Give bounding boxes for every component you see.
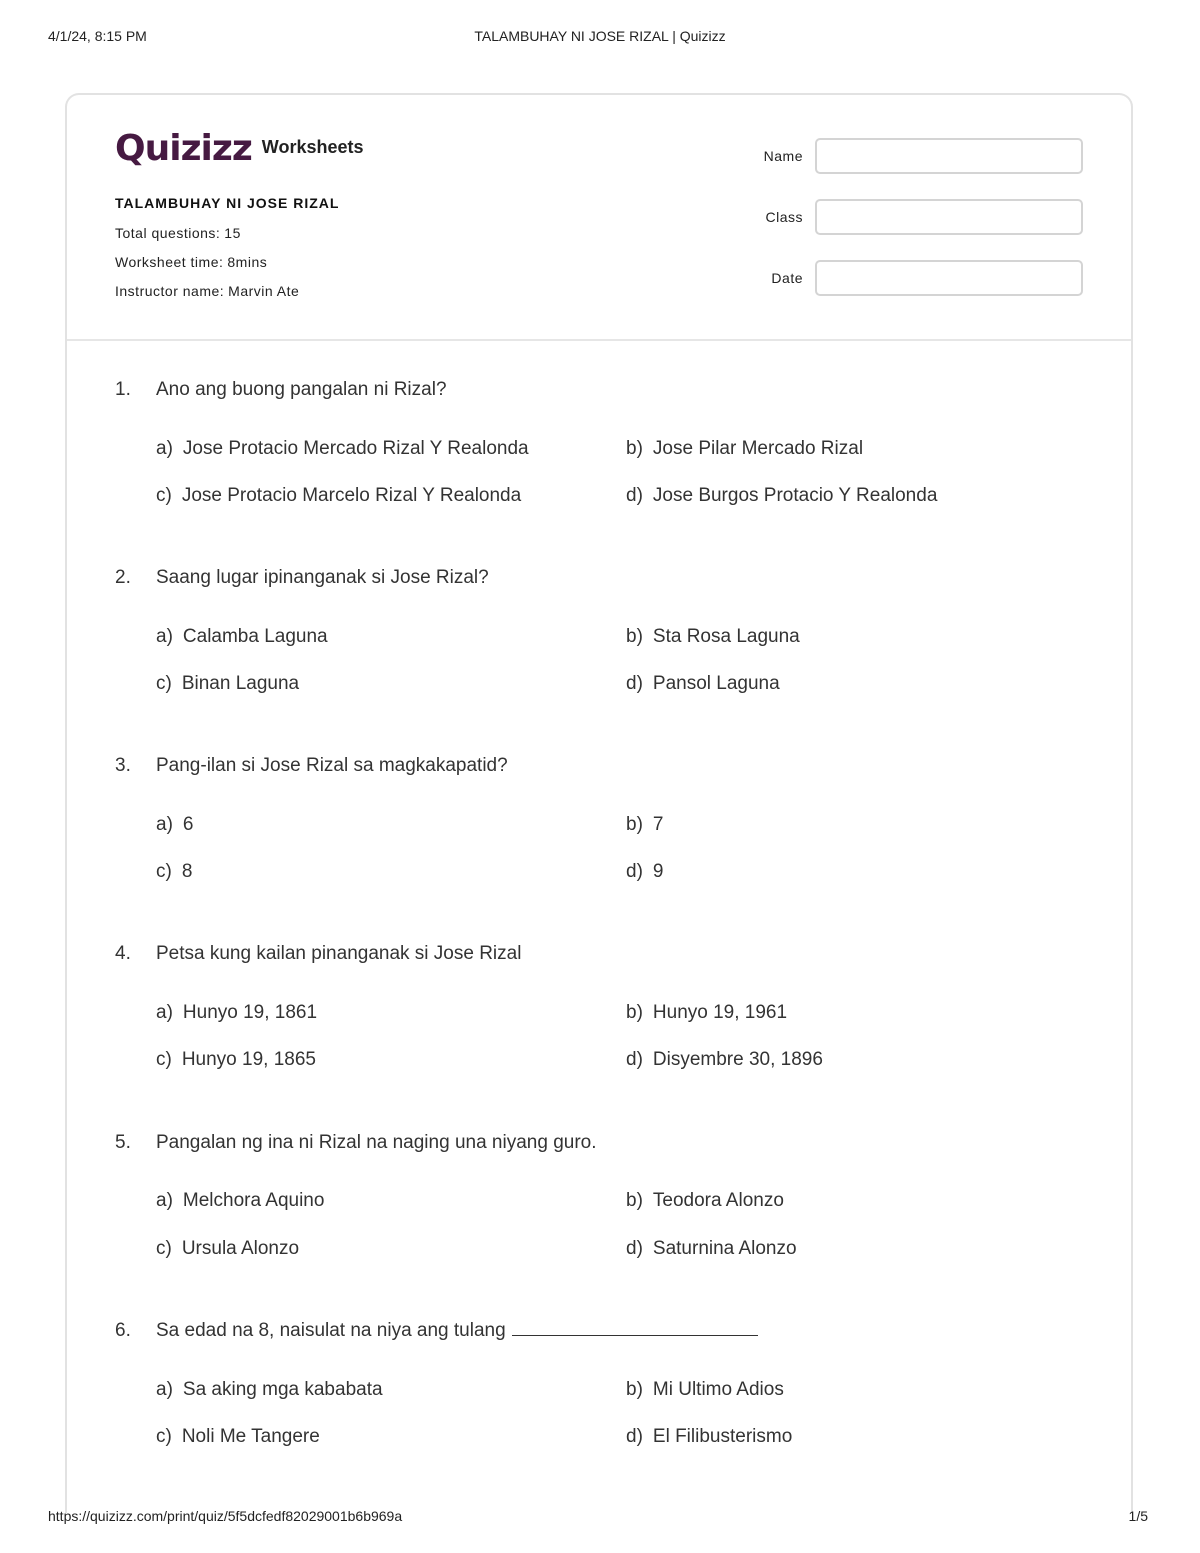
option-text: Pansol Laguna: [652, 673, 780, 694]
question-number: 2.: [115, 567, 131, 588]
name-field-row: [683, 138, 1083, 174]
name-label: Name: [763, 148, 803, 164]
option-text: Melchora Aquino: [182, 1190, 325, 1211]
option-b: b) Jose Pilar Mercado Rizal: [626, 438, 864, 459]
option-c: c) 8: [156, 861, 193, 882]
name-input[interactable]: [815, 138, 1083, 174]
print-url: https://quizizz.com/print/quiz/5f5dcfedf82029001b6b969a: [48, 1508, 403, 1524]
question-text: Ano ang buong pangalan ni Rizal?: [156, 379, 447, 400]
option-b: b) Teodora Alonzo: [626, 1190, 784, 1211]
option-text: Calamba Laguna: [182, 626, 328, 647]
worksheet-header: [67, 95, 1131, 341]
question-number: 5.: [115, 1132, 131, 1153]
option-text: 6: [182, 814, 194, 835]
option-text: Binan Laguna: [181, 673, 300, 694]
option-a: a) Hunyo 19, 1861: [156, 1002, 318, 1023]
brand-subtitle: Worksheets: [261, 137, 364, 157]
option-text: Sa aking mga kababata: [182, 1379, 383, 1400]
date-input[interactable]: [815, 260, 1083, 296]
total-questions-label: Total questions:: [115, 225, 221, 241]
option-a: a) Calamba Laguna: [156, 626, 328, 647]
option-text: Hunyo 19, 1861: [182, 1002, 318, 1023]
print-datetime: 4/1/24, 8:15 PM: [48, 28, 147, 44]
option-text: Disyembre 30, 1896: [652, 1049, 823, 1070]
option-d: d) Pansol Laguna: [626, 673, 780, 694]
option-text: Jose Burgos Protacio Y Realonda: [652, 485, 938, 506]
option-text: Jose Pilar Mercado Rizal: [652, 438, 864, 459]
question-text: Saang lugar ipinanganak si Jose Rizal?: [156, 567, 489, 588]
question-text: Sa edad na 8, naisulat na niya ang tulang: [156, 1320, 506, 1341]
option-a: a) Sa aking mga kababata: [156, 1379, 383, 1400]
quizizz-logo: Quizizz: [115, 128, 252, 169]
worksheet-time-value: 8mins: [227, 254, 268, 270]
option-text: 9: [652, 861, 664, 882]
option-d: d) El Filibusterismo: [626, 1426, 793, 1447]
question-number: 4.: [115, 943, 131, 964]
question-number: 3.: [115, 755, 131, 776]
worksheet-time-label: Worksheet time:: [115, 254, 224, 270]
question-number: 6.: [115, 1320, 131, 1341]
question-text: Pang-ilan si Jose Rizal sa magkakapatid?: [156, 755, 508, 776]
print-page-title: TALAMBUHAY NI JOSE RIZAL | Quizizz: [474, 28, 726, 44]
option-c: c) Jose Protacio Marcelo Rizal Y Realonda: [156, 485, 522, 506]
option-b: b) Mi Ultimo Adios: [626, 1379, 784, 1400]
option-text: Mi Ultimo Adios: [652, 1379, 784, 1400]
class-field-row: [683, 199, 1083, 235]
option-text: Sta Rosa Laguna: [652, 626, 800, 647]
option-text: Saturnina Alonzo: [652, 1238, 797, 1259]
worksheet-time: [115, 254, 267, 270]
question-text: Pangalan ng ina ni Rizal na naging una niyang guro.: [156, 1132, 597, 1153]
print-header: [48, 28, 1152, 48]
option-d: d) 9: [626, 861, 664, 882]
total-questions: [115, 225, 241, 241]
date-label: Date: [771, 270, 803, 286]
option-text: Hunyo 19, 1961: [652, 1002, 788, 1023]
option-a: a) Jose Protacio Mercado Rizal Y Realonda: [156, 438, 529, 459]
worksheet-title: TALAMBUHAY NI JOSE RIZAL: [115, 195, 340, 211]
option-b: b) 7: [626, 814, 664, 835]
brand: [115, 129, 364, 169]
option-text: Jose Protacio Marcelo Rizal Y Realonda: [181, 485, 522, 506]
option-text: Noli Me Tangere: [181, 1426, 320, 1447]
option-c: c) Binan Laguna: [156, 673, 300, 694]
total-questions-value: 15: [224, 225, 241, 241]
class-input[interactable]: [815, 199, 1083, 235]
option-d: d) Saturnina Alonzo: [626, 1238, 797, 1259]
question: [115, 943, 1095, 1093]
option-a: a) 6: [156, 814, 194, 835]
option-text: Teodora Alonzo: [652, 1190, 784, 1211]
question: [115, 379, 1095, 529]
option-text: 8: [181, 861, 193, 882]
page-number: 1/5: [1128, 1508, 1148, 1524]
instructor-name: [115, 283, 299, 299]
question-text: Petsa kung kailan pinanganak si Jose Rizal: [156, 943, 522, 964]
instructor-value: Marvin Ate: [228, 283, 300, 299]
option-a: a) Melchora Aquino: [156, 1190, 325, 1211]
option-text: El Filibusterismo: [652, 1426, 793, 1447]
answer-blank: [512, 1320, 758, 1336]
question-number: 1.: [115, 379, 131, 400]
print-footer: [48, 1508, 1152, 1528]
worksheet-card: [65, 93, 1133, 1513]
option-d: d) Jose Burgos Protacio Y Realonda: [626, 485, 938, 506]
option-b: b) Hunyo 19, 1961: [626, 1002, 788, 1023]
option-d: d) Disyembre 30, 1896: [626, 1049, 823, 1070]
question: [115, 755, 1095, 905]
question: [115, 1320, 1095, 1470]
question-text-with-blank: [156, 1320, 758, 1342]
date-field-row: [683, 260, 1083, 296]
option-c: c) Ursula Alonzo: [156, 1238, 300, 1259]
question: [115, 1132, 1095, 1282]
option-text: Jose Protacio Mercado Rizal Y Realonda: [182, 438, 529, 459]
instructor-label: Instructor name:: [115, 283, 225, 299]
question: [115, 567, 1095, 717]
option-c: c) Noli Me Tangere: [156, 1426, 320, 1447]
class-label: Class: [765, 209, 803, 225]
option-text: Ursula Alonzo: [181, 1238, 300, 1259]
option-text: 7: [652, 814, 664, 835]
option-b: b) Sta Rosa Laguna: [626, 626, 800, 647]
option-text: Hunyo 19, 1865: [181, 1049, 316, 1070]
option-c: c) Hunyo 19, 1865: [156, 1049, 316, 1070]
